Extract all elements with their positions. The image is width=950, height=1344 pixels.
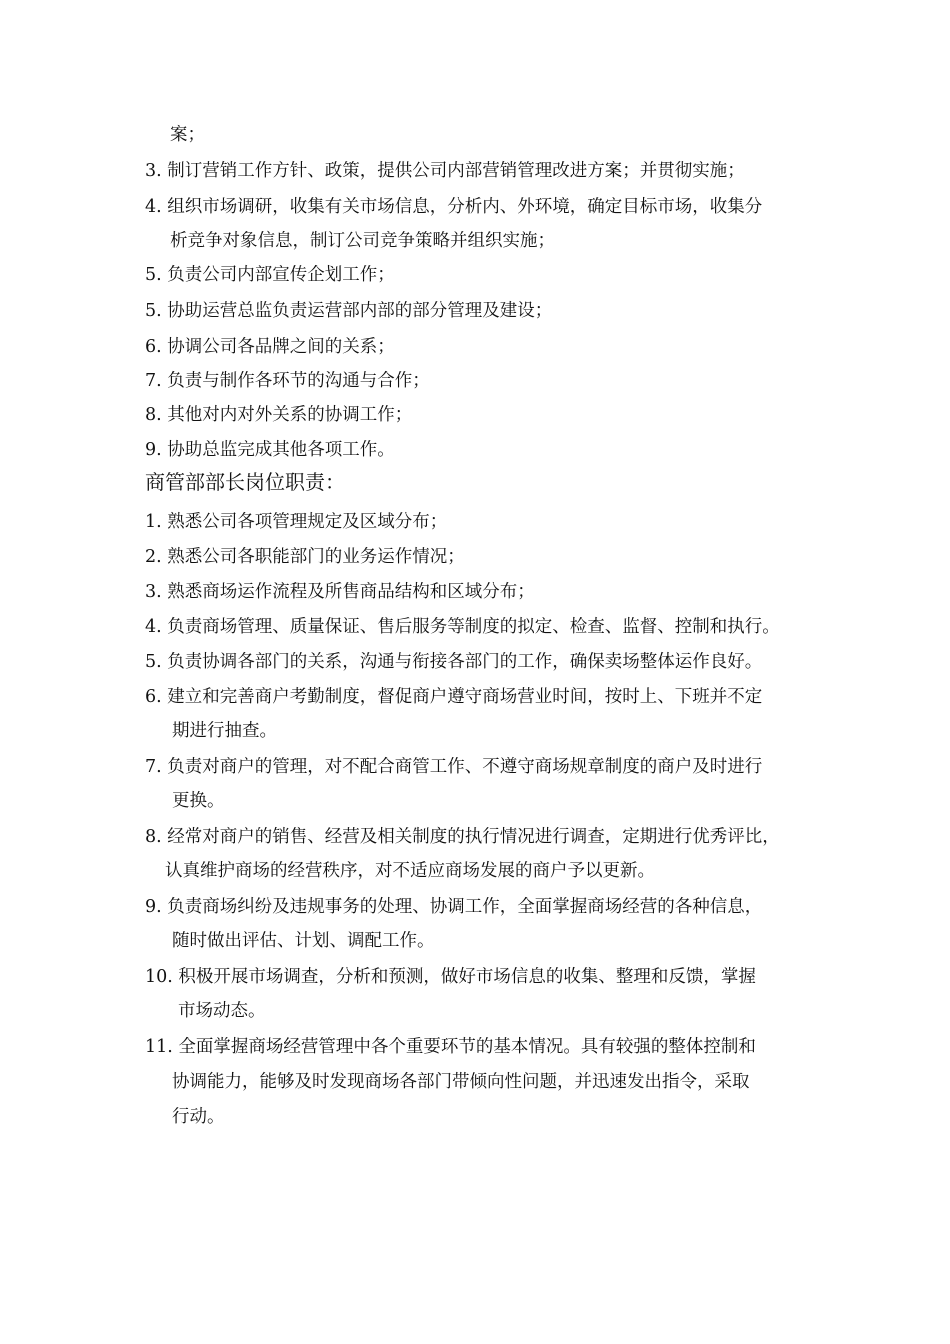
text-line: 行动。 <box>172 1107 225 1127</box>
text-line: 随时做出评估、计划、调配工作。 <box>172 931 435 951</box>
text-line: 3. 熟悉商场运作流程及所售商品结构和区域分布； <box>145 582 535 602</box>
text-line: 11. 全面掌握商场经营管理中各个重要环节的基本情况。具有较强的整体控制和 <box>145 1037 756 1057</box>
text-line: 市场动态。 <box>178 1001 266 1021</box>
text-line: 协调能力，能够及时发现商场各部门带倾向性问题，并迅速发出指令，采取 <box>172 1072 750 1092</box>
text-line: 更换。 <box>172 791 225 811</box>
text-line: 5. 负责公司内部宣传企划工作； <box>145 265 395 285</box>
text-line: 5. 负责协调各部门的关系，沟通与衔接各部门的工作，确保卖场整体运作良好。 <box>145 652 763 672</box>
text-line: 9. 协助总监完成其他各项工作。 <box>145 440 395 460</box>
text-line: 5. 协助运营总监负责运营部内部的部分管理及建设； <box>145 301 553 321</box>
text-line: 6. 建立和完善商户考勤制度，督促商户遵守商场营业时间，按时上、下班并不定 <box>145 687 763 707</box>
text-line: 2. 熟悉公司各职能部门的业务运作情况； <box>145 547 465 567</box>
text-line: 4. 组织市场调研，收集有关市场信息，分析内、外环境，确定目标市场，收集分 <box>145 197 763 217</box>
text-line: 1. 熟悉公司各项管理规定及区域分布； <box>145 512 448 532</box>
text-line: 8. 经常对商户的销售、经营及相关制度的执行情况进行调查，定期进行优秀评比， <box>145 827 780 847</box>
text-line: 期进行抽查。 <box>172 721 277 741</box>
text-line: 4. 负责商场管理、质量保证、售后服务等制度的拟定、检查、监督、控制和执行。 <box>145 617 780 637</box>
text-line: 析竞争对象信息，制订公司竞争策略并组织实施； <box>170 231 555 251</box>
text-line: 认真维护商场的经营秩序，对不适应商场发展的商户予以更新。 <box>165 861 655 881</box>
section-heading: 商管部部长岗位职责： <box>145 470 345 494</box>
text-line: 7. 负责对商户的管理，对不配合商管工作、不遵守商场规章制度的商户及时进行 <box>145 757 763 777</box>
text-line: 8. 其他对内对外关系的协调工作； <box>145 405 413 425</box>
text-line: 案； <box>170 125 205 145</box>
text-line: 7. 负责与制作各环节的沟通与合作； <box>145 371 430 391</box>
text-line: 9. 负责商场纠纷及违规事务的处理、协调工作，全面掌握商场经营的各种信息， <box>145 897 763 917</box>
text-line: 10. 积极开展市场调查，分析和预测，做好市场信息的收集、整理和反馈，掌握 <box>145 967 756 987</box>
text-line: 3. 制订营销工作方针、政策，提供公司内部营销管理改进方案；并贯彻实施； <box>145 161 745 181</box>
text-line: 6. 协调公司各品牌之间的关系； <box>145 337 395 357</box>
